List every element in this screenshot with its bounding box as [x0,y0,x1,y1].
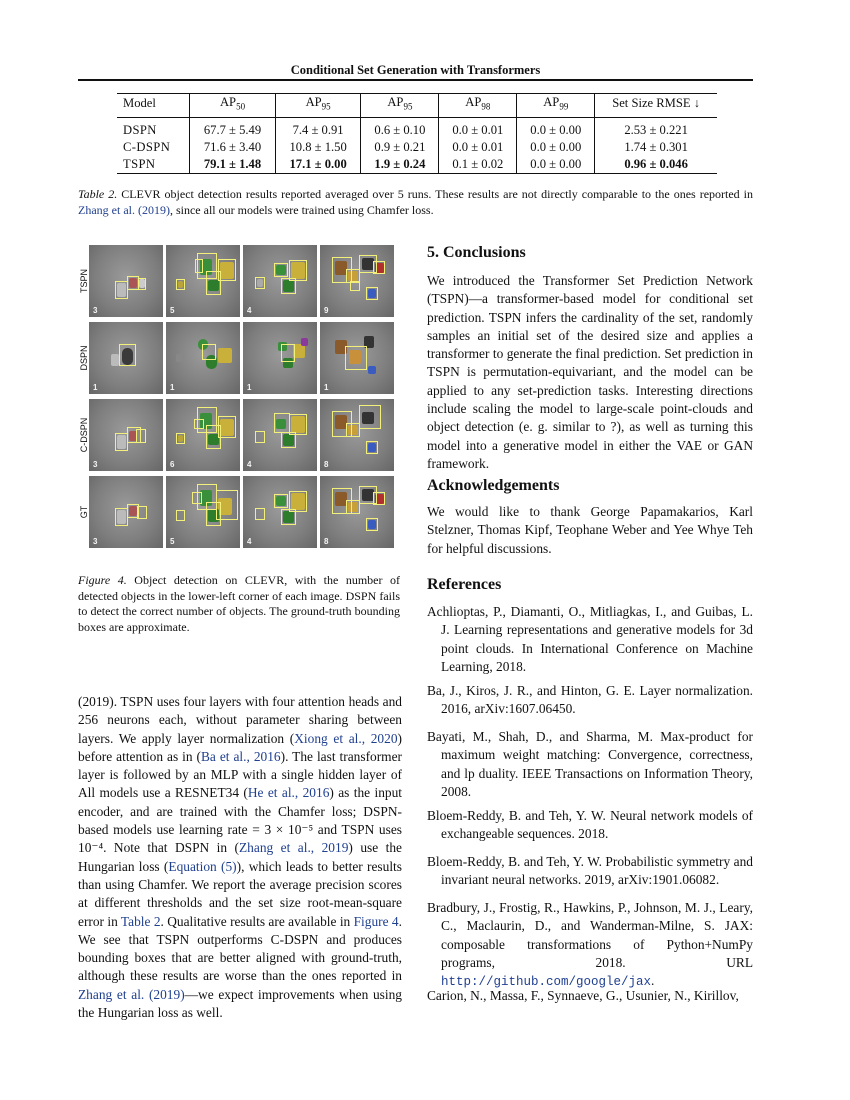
row-label-dspn: DSPN [79,345,89,371]
col-header-ap95-a: $AP_{95}$ [275,94,361,118]
table-link[interactable]: Table 2 [120,913,161,929]
detected-count: 6 [170,460,175,469]
reference-item: Bloem-Reddy, B. and Teh, Y. W. Neural network models of exchangeable sequences. 2018. [427,808,753,842]
detected-count: 4 [247,537,252,546]
col-header-rmse: Set Size RMSE ↓ [595,94,717,118]
col-header-ap50: $AP_{50}$ [190,94,276,118]
table-cell: 2.53 ± 0.221 [595,117,717,139]
clevr-image [166,476,240,548]
table-cell: 17.1 ± 0.00 [275,156,361,174]
clevr-image [166,245,240,317]
figure-caption: Figure 4. Object detection on CLEVR, with the number of detected objects in the lower-left corner of each image. DSPN fails to detect the correct number of objects. The ground-truth bounding boxes are approximate. [78,573,401,634]
clevr-image [320,399,394,471]
col-header-model: Model [123,95,156,110]
detected-count: 3 [93,306,98,315]
col-header-ap95-b: $AP_{95}$ [361,94,439,118]
detected-count: 1 [170,383,175,392]
clevr-image [89,476,163,548]
citation-link[interactable]: Zhang et al. (2019) [78,986,185,1002]
clevr-image [243,399,317,471]
detected-count: 8 [324,537,329,546]
table-cell: 0.0 ± 0.01 [439,117,517,139]
table-cell: 0.0 ± 0.01 [439,139,517,156]
detected-count: 3 [93,460,98,469]
reference-item: Bradbury, J., Frostig, R., Hawkins, P., Johnson, M. J., Leary, C., Maclaurin, D., and Wanderman-Milne, S. JAX: composable transformations of Python+NumPy programs, 2018. URL http://github.com/google/jax. [427,900,753,990]
conclusions-text: We introduced the Transformer Set Prediction Network (TSPN)—a transformer-based model for conditional set prediction. TSPN infers the cardinality of the set, randomly samples an initial set of the desired size and applies a transformer to generate the final prediction. Set prediction in TSPN is permutation-equivariant, and the model can be applied to any set-prediction tasks. Interesting directions include scaling the model to large-scale point-clouds and object detection (e. g. similar to ?), as well as turning this model into a generative model in either the VAE or GAN framework. [427,273,753,471]
col-header-ap98: $AP_{98}$ [439,94,517,118]
table-cell: 0.0 ± 0.00 [517,156,595,174]
table-cell: 0.0 ± 0.00 [517,117,595,139]
reference-url-link[interactable]: http://github.com/google/jax [441,975,652,990]
clevr-image [243,476,317,548]
reference-item: Ba, J., Kiros, J. R., and Hinton, G. E. Layer normalization. 2016, arXiv:1607.06450. [427,683,753,717]
detected-count: 1 [247,383,252,392]
detected-count: 3 [93,537,98,546]
reference-item: Achlioptas, P., Diamanti, O., Mitliagkas, I., and Guibas, L. J. Learning representations and generative models for 3d point clouds. In International Conference on Machine Learning, 2018. [427,604,753,674]
detected-count: 4 [247,460,252,469]
clevr-image [89,245,163,317]
table-row [117,156,717,174]
figure-4 [78,245,400,553]
table-cell: 0.6 ± 0.10 [361,117,439,139]
detected-count: 9 [324,306,329,315]
table-header-row [117,94,717,118]
row-model: C-DSPN [123,139,171,154]
results-table [117,93,717,174]
citation-link[interactable]: He et al., 2016 [247,785,330,801]
table-cell: 71.6 ± 3.40 [190,139,276,156]
section-heading-acknowledgements: Acknowledgements [427,477,560,494]
section-heading-references: References [427,576,502,593]
table-cell: 67.7 ± 5.49 [190,117,276,139]
running-title: Conditional Set Generation with Transformers [290,63,541,77]
acknowledgements-text: We would like to thank George Papamakarios, Karl Stelzner, Thomas Kipf, Teophane Weber and Yee Whye Teh for helpful discussions. [427,504,753,556]
table-cell: 0.0 ± 0.00 [517,139,595,156]
detected-count: 5 [170,306,175,315]
header-rule [78,79,753,81]
citation-link[interactable]: Ba et al., 2016 [201,748,281,764]
clevr-image [320,322,394,394]
table-cell: 0.1 ± 0.02 [439,156,517,174]
clevr-image [166,399,240,471]
detected-count: 1 [93,383,98,392]
left-column-text: (2019). TSPN uses four layers with four attention heads and 256 neurons each, without parameter sharing between layers. We apply layer normalization (Xiong et al., 2020) before attention as in (Ba et al., 2016). The last transformer layer is followed by an MLP with a single hidden layer of All models use a RESNET34 (He et al., 2016) as the input encoder, and are trained with the Chamfer loss; DSPN-based models use learning rate = 3 × 10⁻⁵ and TSPN uses 10⁻⁴. Note that DSPN in (Zhang et al., 2019) use the Hungarian loss (Equation (5)), which leads to better results than using Chamfer. We report the average precision scores at different thresholds and the set size root-mean-square error in Table 2. Qualitative results are available in Figure 4. We see that TSPN outperforms C-DSPN and produces bounding boxes that are better aligned with ground-truth, although these results are worse than the ones reported in Zhang et al. (2019)—we expect improvements when using the Hungarian loss as well. [78,694,403,1021]
row-label-cdspn: C-DSPN [79,417,89,453]
table-cell: 7.4 ± 0.91 [275,117,361,139]
row-label-gt: GT [79,505,89,519]
clevr-image [89,399,163,471]
citation-link[interactable]: Xiong et al., 2020 [294,730,398,746]
citation-link[interactable]: Zhang et al. (2019) [78,202,170,217]
table-cell: 1.74 ± 0.301 [595,139,717,156]
table-cell: 0.9 ± 0.21 [361,139,439,156]
table-cell: 79.1 ± 1.48 [190,156,276,174]
table-row [117,117,717,139]
clevr-image [320,245,394,317]
equation-link[interactable]: Equation (5) [168,858,237,874]
clevr-image [166,322,240,394]
figure-link[interactable]: Figure 4 [353,913,399,929]
detected-count: 8 [324,460,329,469]
col-header-ap99: $AP_{99}$ [517,94,595,118]
reference-item: Bayati, M., Shah, D., and Sharma, M. Max-product for maximum weight matching: Convergence, correctness, and lp duality. IEEE Transactions on Information Theory, 2008. [427,729,753,799]
table-cell: 1.9 ± 0.24 [361,156,439,174]
table-cell: 10.8 ± 1.50 [275,139,361,156]
row-label-tspn: TSPN [79,268,89,294]
detected-count: 1 [324,383,329,392]
detected-count: 4 [247,306,252,315]
row-model: TSPN [123,156,156,171]
reference-item: Carion, N., Massa, F., Synnaeve, G., Usunier, N., Kirillov, [427,988,739,1003]
clevr-image [243,322,317,394]
row-model: DSPN [123,122,157,137]
clevr-image [243,245,317,317]
clevr-image [320,476,394,548]
clevr-image [89,322,163,394]
table-row [117,139,717,156]
table-cell: 0.96 ± 0.046 [595,156,717,174]
citation-link[interactable]: Zhang et al., 2019 [239,840,349,856]
detected-count: 5 [170,537,175,546]
table-caption: Table 2. CLEVR object detection results reported averaged over 5 runs. These results are not directly comparable to the ones reported in Zhang et al. (2019), since all our models were trained using Chamfer loss. [78,187,754,217]
reference-item: Bloem-Reddy, B. and Teh, Y. W. Probabilistic symmetry and invariant neural networks. 2019, arXiv:1901.06082. [427,854,753,888]
section-heading-conclusions: 5. Conclusions [427,244,526,261]
